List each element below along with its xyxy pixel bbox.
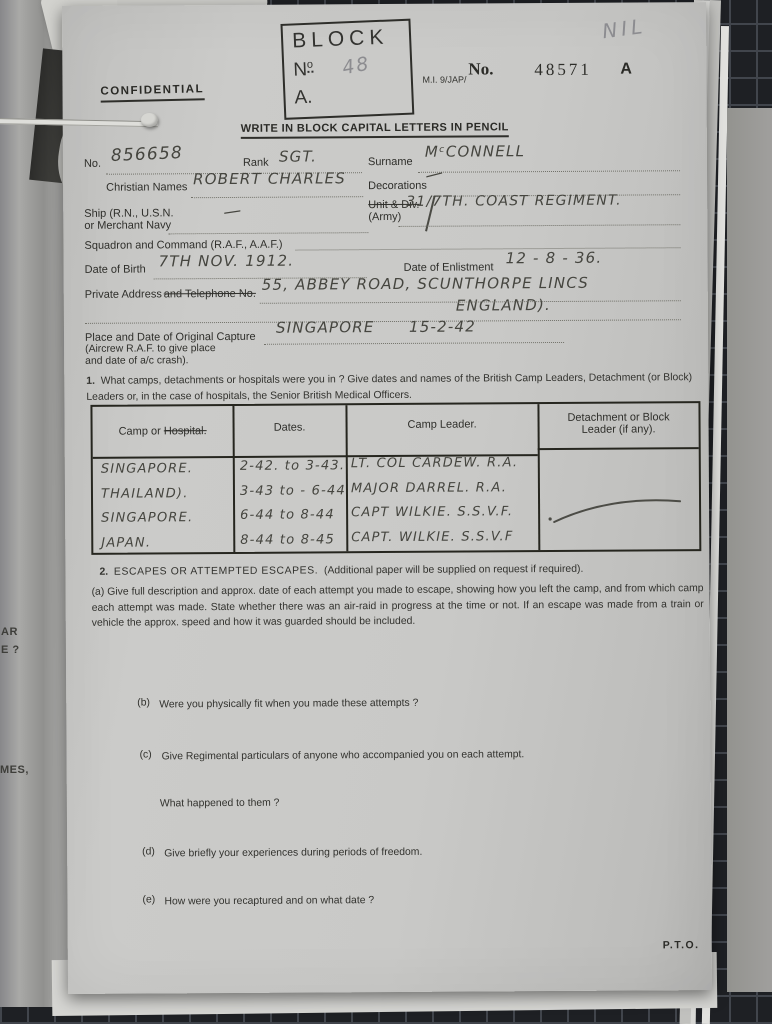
block-number-stamp — [280, 19, 414, 120]
question-2c-label: (c) — [139, 749, 152, 761]
address-label: Private Address — [84, 288, 162, 301]
capture-note-2: and date of a/c crash). — [85, 355, 189, 367]
dotted-line — [264, 341, 564, 345]
christian-names-label: Christian Names — [106, 181, 188, 194]
army-label: (Army) — [368, 210, 402, 224]
table-row-leader: CAPT WILKIE. S.S.V.F. — [351, 504, 514, 521]
instruction-banner: WRITE IN BLOCK CAPITAL LETTERS IN PENCIL — [241, 121, 509, 139]
rank-label: Rank — [242, 156, 269, 169]
table-row-leader: MAJOR DARREL. R.A. — [350, 480, 508, 497]
rank-value: SGT. — [278, 147, 318, 166]
address-value-line1: 55, ABBEY ROAD, SCUNTHORPE LINCS — [261, 273, 590, 294]
dotted-line — [295, 246, 680, 250]
underlying-right-paper — [727, 108, 772, 992]
left-page-text-fragment: AR — [1, 626, 18, 638]
question-2-heading: 2. ESCAPES OR ATTEMPTED ESCAPES. (Additional paper will be supplied on request if required). — [99, 563, 584, 578]
enlistment-label: Date of Enlistment — [403, 261, 494, 274]
capture-note-1: (Aircrew R.A.F. to give place — [85, 343, 216, 355]
capture-date-value: 15-2-42 — [408, 317, 476, 336]
handwritten-dash-swoosh — [548, 491, 688, 528]
dotted-line — [168, 231, 368, 234]
header-camp-leader: Camp Leader. — [407, 418, 477, 431]
question-2c: Give Regimental particulars of anyone who accompanied you on each attempt. — [161, 749, 525, 763]
question-2e: How were you recaptured and on what date ? — [164, 895, 375, 908]
surname-label: Surname — [367, 155, 413, 169]
table-row-dates: 8-44 to 8-45 — [240, 532, 336, 548]
question-2d-label: (d) — [142, 846, 155, 858]
string-knot — [141, 113, 158, 127]
army-unit-value: 31/7TH. COAST REGIMENT. — [406, 192, 622, 210]
date-of-birth-value: 7TH NOV. 1912. — [158, 251, 295, 271]
stamp-block-letter: A. — [294, 86, 313, 109]
header-detachment-2: Leader (if any). — [581, 423, 656, 436]
service-no-label: No. — [83, 157, 102, 170]
date-of-birth-label: Date of Birth — [84, 263, 146, 276]
enlistment-value: 12 - 8 - 36. — [505, 248, 603, 268]
table-row-leader: LT. COL CARDEW. R.A. — [350, 455, 519, 472]
ref-series-letter: A — [620, 60, 633, 78]
header-dates: Dates. — [273, 421, 306, 434]
surname-value: MᶜCONNELL — [424, 142, 526, 161]
table-row-camp: JAPAN. — [101, 535, 152, 551]
question-2b-label: (b) — [137, 697, 150, 709]
decorations-value: — — [422, 161, 447, 187]
dotted-line — [191, 195, 363, 198]
header-camp: Camp or Hospital. — [118, 425, 207, 438]
unit-div-struck-label: Unit & Div. — [368, 198, 420, 212]
squadron-label: Squadron and Command (R.A.F., A.A.F.) — [84, 238, 283, 252]
question-2c-followup: What happened to them ? — [159, 797, 280, 810]
table-row-dates: 2-42. to 3-43. — [239, 458, 346, 474]
table-row-dates: 6-44 to 8-44 — [240, 507, 335, 523]
ref-no-label: No. — [468, 59, 494, 79]
table-row-camp: SINGAPORE. — [101, 510, 194, 526]
header-separator — [538, 447, 699, 449]
address-value-line2: ENGLAND). — [455, 296, 552, 315]
stamp-no-label: $N^o$ — [292, 58, 314, 81]
classification-label: CONFIDENTIAL — [100, 83, 204, 102]
left-page-text-fragment: MES, — [0, 764, 29, 776]
question-2e-label: (e) — [142, 894, 156, 906]
dotted-line — [398, 223, 680, 227]
christian-names-value: ROBERT CHARLES — [193, 169, 347, 189]
table-row-camp: SINGAPORE. — [100, 461, 194, 477]
left-page-text-fragment: E ? — [1, 644, 20, 656]
question-2-number: 2. — [99, 566, 109, 578]
dotted-line — [85, 318, 681, 324]
ref-department: M.I. 9/JAP/ — [422, 74, 467, 85]
dotted-line — [418, 169, 680, 173]
header-detachment-1: Detachment or Block — [567, 411, 670, 424]
service-no-value: 856658 — [110, 143, 184, 166]
question-2d: Give briefly your experiences during periods of freedom. — [164, 846, 423, 860]
question-2a: (a) Give full description and approx. date of each attempt you made to escape, showing how you left the camp, and from which camp each attempt was made. State whether there was an air-raid in progress at the time or not. If an escape was made from a train or vehicle the approx. speed and how it was guarded should be included. — [91, 583, 704, 629]
stamp-handwritten-number: 48 — [340, 52, 373, 80]
question-1: 1. What camps, detachments or hospitals were you in ? Give dates and names of the British Camp Leaders, Detachment (or Block) Leaders or, in the case of hospitals, the Senior British Medical Officers. — [86, 372, 693, 403]
question-1-number: 1. — [86, 375, 95, 387]
ship-label: Ship (R.N., U.S.N. — [84, 207, 174, 220]
stamp-title: BLOCK — [291, 25, 389, 53]
table-row-camp: THAILAND). — [100, 486, 189, 502]
ref-number: 48571 — [534, 59, 592, 80]
table-row-leader: CAPT. WILKIE. S.S.V.F — [351, 529, 514, 546]
ship-label-2: or Merchant Navy — [84, 219, 172, 232]
ship-value: — — [221, 199, 244, 224]
address-struck-label: and Telephone No. — [163, 287, 256, 301]
question-2b: Were you physically fit when you made these attempts ? — [159, 697, 419, 711]
pto-marker: P.T.O. — [662, 939, 700, 952]
capture-label: Place and Date of Original Capture — [84, 330, 256, 344]
camps-table — [90, 401, 701, 555]
pow-questionnaire-page — [62, 2, 712, 994]
pencil-nil-note: NIL — [600, 13, 648, 44]
table-row-dates: 3-43 to - 6-44 — [239, 483, 346, 499]
decorations-label: Decorations — [368, 179, 427, 193]
capture-place-value: SINGAPORE — [275, 318, 375, 337]
